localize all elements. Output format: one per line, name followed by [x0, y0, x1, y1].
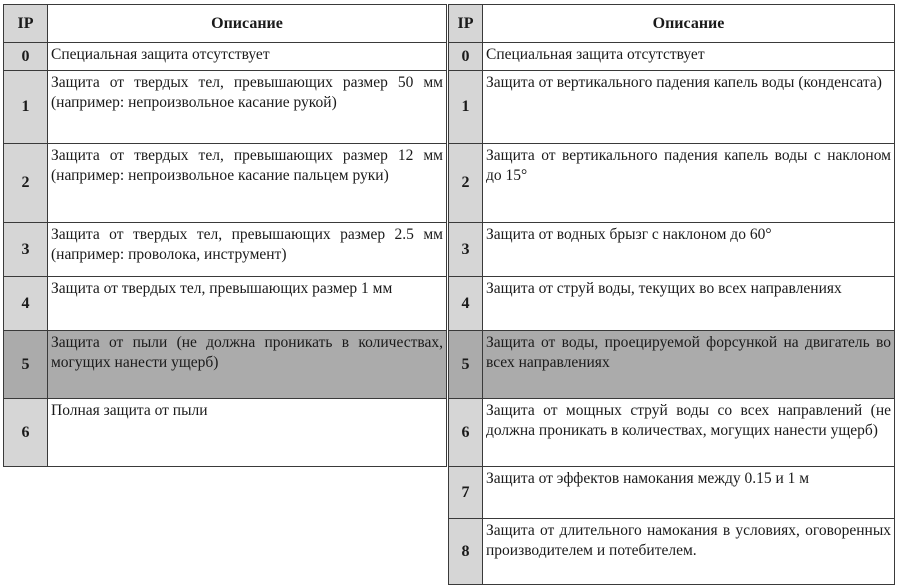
description-cell	[483, 144, 895, 223]
description-cell	[483, 277, 895, 331]
description-text: Специальная защита отсутствует	[486, 46, 705, 63]
table-row-highlighted	[449, 331, 895, 399]
description-text: Защита от вертикального падения капель воды (конденсата)	[486, 74, 882, 91]
description-cell	[483, 519, 895, 585]
description-cell	[483, 399, 895, 467]
table-row	[449, 277, 895, 331]
table-row	[4, 399, 447, 467]
description-cell	[483, 71, 895, 144]
ip-code: 5	[449, 331, 483, 399]
description-text: Защита от длительного намокания в условиях, оговоренных производителем и потебителем.	[486, 522, 891, 559]
description-column-header: Описание	[483, 5, 895, 43]
description-text: Защита от твердых тел, превышающих размер 50 мм (например: непроизвольное касание рукой)	[51, 74, 443, 111]
description-text: Защита от струй воды, текущих во всех направлениях	[486, 280, 842, 297]
solids-protection-table	[3, 4, 447, 467]
description-column-header: Описание	[48, 5, 447, 43]
description-cell	[48, 277, 447, 331]
description-text: Защита от эффектов намокания между 0.15 и 1 м	[486, 470, 810, 487]
description-text: Защита от мощных струй воды со всех направлений (не должна проникать в количествах, могущих нанести ущерб)	[486, 402, 891, 439]
ip-code: 6	[449, 399, 483, 467]
description-cell	[483, 223, 895, 277]
table-row	[449, 519, 895, 585]
description-cell	[483, 43, 895, 71]
description-cell	[48, 331, 447, 399]
description-cell	[48, 144, 447, 223]
description-text: Защита от твердых тел, превышающих размер 1 мм	[51, 280, 393, 297]
description-text: Специальная защита отсутствует	[51, 46, 270, 63]
ip-code: 4	[4, 277, 48, 331]
ip-code: 8	[449, 519, 483, 585]
table-row	[449, 467, 895, 519]
ip-code: 3	[449, 223, 483, 277]
table-row	[449, 71, 895, 144]
description-cell	[483, 331, 895, 399]
table-row	[4, 144, 447, 223]
ip-code: 0	[449, 43, 483, 71]
ip-code: 3	[4, 223, 48, 277]
description-cell	[48, 71, 447, 144]
description-cell	[48, 223, 447, 277]
ip-code: 5	[4, 331, 48, 399]
ip-code: 2	[449, 144, 483, 223]
table-row	[449, 223, 895, 277]
description-text: Защита от воды, проецируемой форсункой на двигатель во всех направлениях	[486, 334, 891, 371]
ip-code: 1	[449, 71, 483, 144]
ip-code: 0	[4, 43, 48, 71]
description-cell	[483, 467, 895, 519]
description-text: Защита от водных брызг с наклоном до 60°	[486, 226, 772, 243]
description-cell	[48, 43, 447, 71]
table-header-row	[449, 5, 895, 43]
ip-column-header: IP	[4, 5, 48, 43]
table-row	[449, 399, 895, 467]
table-row	[449, 144, 895, 223]
ip-code: 7	[449, 467, 483, 519]
water-protection-table	[448, 4, 895, 585]
ip-code: 6	[4, 399, 48, 467]
table-row	[4, 43, 447, 71]
description-text: Защита от твердых тел, превышающих размер 12 мм (например: непроизвольное касание пальцем руки)	[51, 147, 443, 184]
ip-code: 2	[4, 144, 48, 223]
description-text: Защита от вертикального падения капель воды с наклоном до 15°	[486, 147, 891, 184]
table-header-row	[4, 5, 447, 43]
table-row	[4, 223, 447, 277]
ip-column-header: IP	[449, 5, 483, 43]
table-row	[449, 43, 895, 71]
description-text: Полная защита от пыли	[51, 402, 208, 419]
ip-code: 1	[4, 71, 48, 144]
table-row	[4, 71, 447, 144]
description-text: Защита от твердых тел, превышающих размер 2.5 мм (например: проволока, инструмент)	[51, 226, 443, 263]
description-cell	[48, 399, 447, 467]
table-row-highlighted	[4, 331, 447, 399]
description-text: Защита от пыли (не должна проникать в количествах, могущих нанести ущерб)	[51, 334, 443, 371]
table-row	[4, 277, 447, 331]
ip-code: 4	[449, 277, 483, 331]
